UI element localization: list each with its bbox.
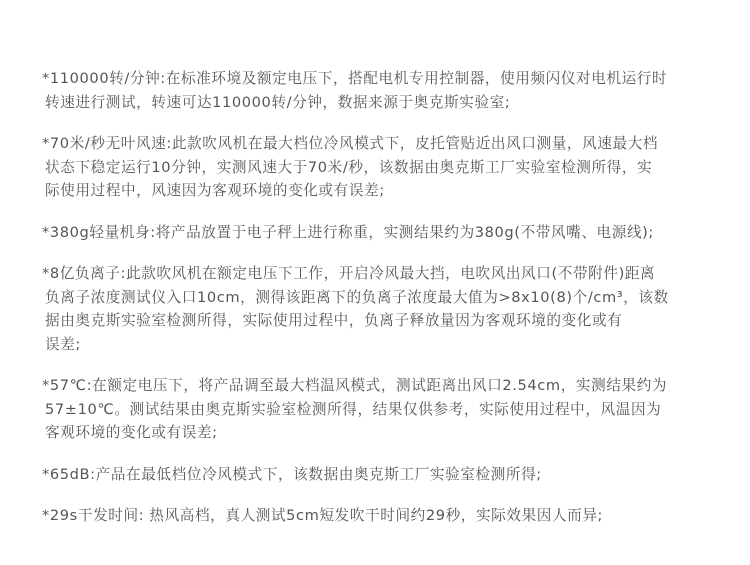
note-drying-time — [42, 504, 722, 528]
note-line: *70米/秒无叶风速:此款吹风机在最大档位冷风模式下，皮托管贴近出风口测量，风速最大档 — [42, 135, 659, 152]
note-line: 误差; — [45, 335, 81, 353]
note-line: 际使用过程中，风速因为客观环境的变化或有误差; — [45, 182, 385, 199]
note-line: *29s干发时间: 热风高档，真人测试5cm短发吹干时间约29秒，实际效果因人而异; — [42, 507, 604, 524]
disclaimer-notes — [42, 67, 722, 528]
note-rotation-speed — [42, 67, 722, 114]
note-line: 57±10℃。测试结果由奥克斯实验室检测所得，结果仅供参考，实际使用过程中，风温因为 — [45, 400, 662, 418]
note-line: 据由奥克斯实验室检测所得，实际使用过程中，负离子释放量因为客观环境的变化或有 — [45, 312, 623, 329]
note-temperature — [42, 374, 722, 445]
note-line: *65dB:产品在最低档位冷风模式下，该数据由奥克斯工厂实验室检测所得; — [42, 465, 542, 483]
note-line: *380g轻量机身:将产品放置于电子秤上进行称重，实测结果约为380g(不带风嘴、电源线); — [42, 223, 654, 241]
note-line: *8亿负离子:此款吹风机在额定电压下工作，开启冷风最大挡，电吹风出风口(不带附件)距离 — [42, 265, 656, 282]
note-line: 负离子浓度测试仪入口10cm，测得该距离下的负离子浓度最大值为>8x10(8)个/cm³，该数 — [45, 288, 669, 306]
note-weight — [42, 221, 722, 245]
note-negative-ions — [42, 262, 722, 356]
note-line: *57℃:在额定电压下，将产品调至最大档温风模式，测试距离出风口2.54cm，实测结果约为 — [42, 377, 668, 394]
note-wind-speed — [42, 132, 722, 203]
note-line: 转速进行测试，转速可达110000转/分钟，数据来源于奥克斯实验室; — [45, 93, 511, 111]
note-noise — [42, 463, 722, 487]
note-line: *110000转/分钟:在标准环境及额定电压下，搭配电机专用控制器，使用频闪仪对电机运行时 — [42, 70, 668, 87]
note-line: 客观环境的变化或有误差; — [45, 424, 218, 441]
note-line: 状态下稳定运行10分钟，实测风速大于70米/秒，该数据由奥克斯工厂实验室检测所得，实 — [45, 158, 653, 176]
